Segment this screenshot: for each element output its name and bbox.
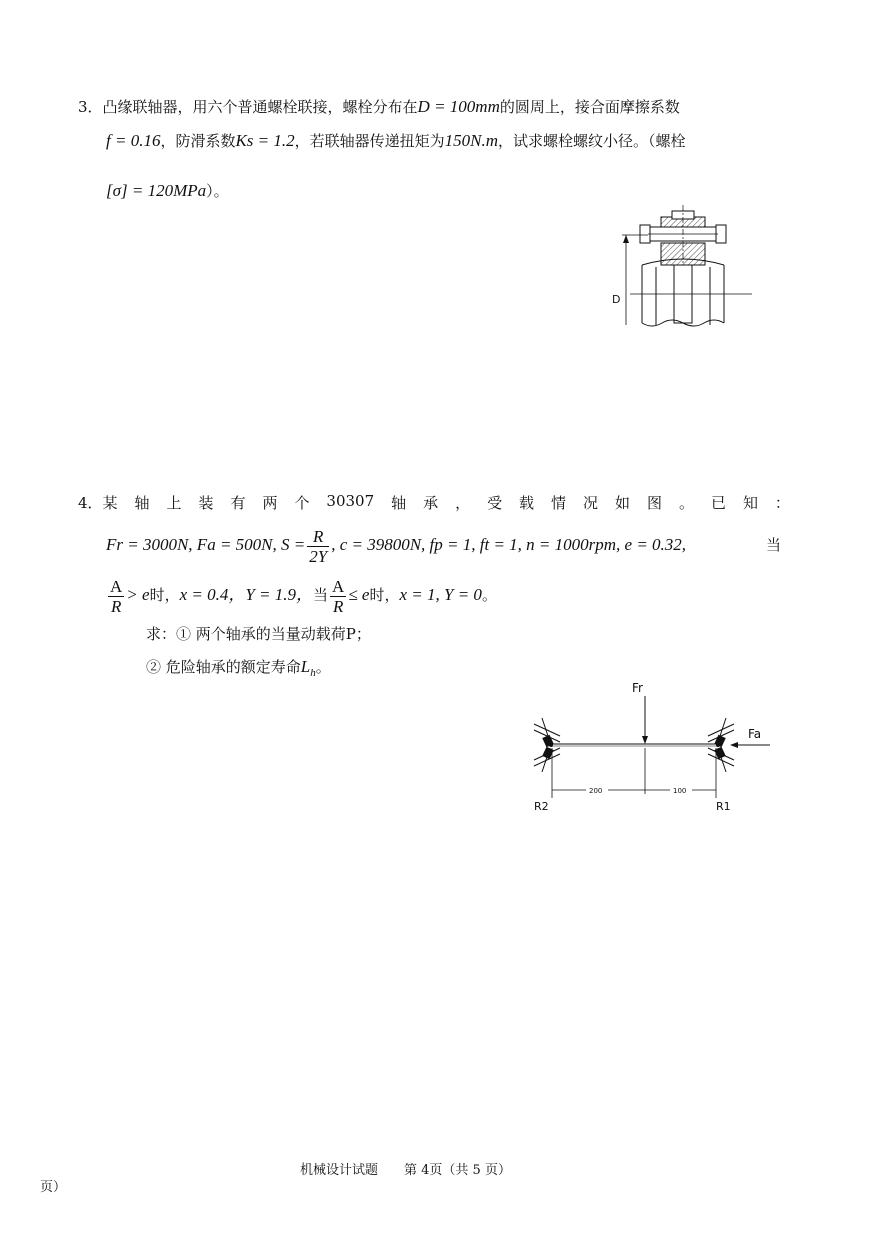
coupling-figure — [612, 205, 762, 330]
q4-heading-token: 况 — [583, 494, 599, 512]
footer-title: 机械设计试题 — [300, 1163, 379, 1178]
ask2-text: ② 危险轴承的额定寿命 — [146, 658, 301, 676]
cond2-numerator: A — [332, 576, 345, 596]
s-fraction — [307, 527, 329, 566]
q3-text: ，试求螺栓螺纹小径。（螺栓 — [498, 132, 686, 150]
cond2-end: 。 — [481, 586, 497, 604]
dim-100: 100 — [673, 787, 687, 795]
cond1-values: x = 0.4，Y = 1.9， — [179, 585, 314, 604]
cond2-fraction — [330, 577, 346, 616]
q4-heading-token: 轴 — [391, 494, 407, 512]
q3-formula-sigma: [σ] = 120MPa — [106, 181, 207, 200]
cond1-text: 时， — [149, 586, 180, 604]
life-subscript: h — [310, 667, 316, 679]
cond1-denominator: R — [110, 596, 122, 616]
cond1-numerator: A — [110, 576, 123, 596]
cond2-denominator: R — [332, 596, 344, 616]
q4-heading-token: ： — [774, 494, 790, 512]
q3-formula-d: D = 100mm — [417, 97, 500, 116]
cond1-fraction — [108, 577, 124, 616]
q3-text: 的圆周上，接合面摩擦系数 — [499, 98, 680, 116]
r1-label: R1 — [716, 800, 731, 813]
q3-formula-f: f = 0.16 — [106, 131, 161, 150]
q4-heading-token: 载 — [519, 494, 535, 512]
q4-ask-1: 求：① 两个轴承的当量动载荷P； — [146, 625, 371, 643]
q4-heading-token: 。 — [678, 494, 694, 512]
q4-heading-token: 知 — [742, 494, 758, 512]
q4-params-b: , c = 39800N, fp = 1, ft = 1, n = 1000rpm, e = 0.32, — [331, 535, 687, 554]
d-label: D — [612, 293, 621, 306]
s-numerator: R — [307, 527, 329, 547]
q3-text: 3．凸缘联轴器，用六个普通螺栓联接，螺栓分布在 — [78, 98, 418, 116]
footer-stray-text: 页） — [40, 1180, 67, 1195]
q4-heading-token: 30307 — [326, 492, 375, 510]
bearing-left — [534, 718, 560, 772]
q4-heading-token: 个 — [294, 494, 310, 512]
s-denominator: 2Y — [309, 546, 328, 566]
bearing-load-figure — [520, 680, 780, 820]
q4-ask-2 — [146, 657, 331, 683]
q3-text: ，防滑系数 — [160, 132, 236, 150]
q4-heading-token: 受 — [487, 494, 503, 512]
q3-formula-torque: 150N.m — [444, 131, 499, 150]
q3-formula-ks: Ks = 1.2 — [235, 131, 295, 150]
q4-heading — [78, 492, 790, 513]
q4-heading-token: 装 — [198, 494, 214, 512]
q4-conditions-line — [106, 573, 497, 617]
q3-line-3 — [106, 181, 229, 201]
q4-heading-token: ， — [455, 494, 471, 512]
q4-when: 当 — [766, 536, 782, 554]
dim-200: 200 — [589, 787, 603, 795]
page-footer — [300, 1159, 511, 1178]
q3-line-2 — [106, 131, 686, 151]
ask2-end: 。 — [315, 658, 331, 676]
cond2-text: 时， — [369, 586, 400, 604]
life-symbol: L — [300, 657, 311, 676]
cond1-relation: > e — [126, 585, 150, 604]
q4-heading-token: 如 — [615, 494, 631, 512]
q4-params-line — [106, 523, 686, 567]
cond2-relation: ≤ e — [348, 585, 370, 604]
q3-text: ，若联轴器传递扭矩为 — [294, 132, 445, 150]
q4-heading-token: 轴 — [134, 494, 150, 512]
fa-label: Fa — [748, 727, 762, 741]
q4-heading-token: 4．某 — [78, 494, 118, 512]
q4-heading-token: 情 — [551, 494, 567, 512]
footer-page-number: 第 4页（共 5 页） — [404, 1163, 511, 1178]
cond2-values: x = 1, Y = 0 — [399, 585, 482, 604]
q4-heading-token: 有 — [230, 494, 246, 512]
q4-heading-token: 上 — [166, 494, 182, 512]
q3-text: ）。 — [206, 182, 229, 200]
q4-heading-token: 已 — [710, 494, 726, 512]
fr-label: Fr — [632, 681, 643, 695]
q4-heading-token: 两 — [262, 494, 278, 512]
cond2-when: 当 — [313, 586, 329, 604]
q4-heading-token: 承 — [423, 494, 439, 512]
q3-line-1 — [78, 97, 680, 117]
q4-heading-token: 图 — [646, 494, 662, 512]
r2-label: R2 — [534, 800, 549, 813]
q4-params-a: Fr = 3000N, Fa = 500N, S = — [106, 535, 306, 554]
